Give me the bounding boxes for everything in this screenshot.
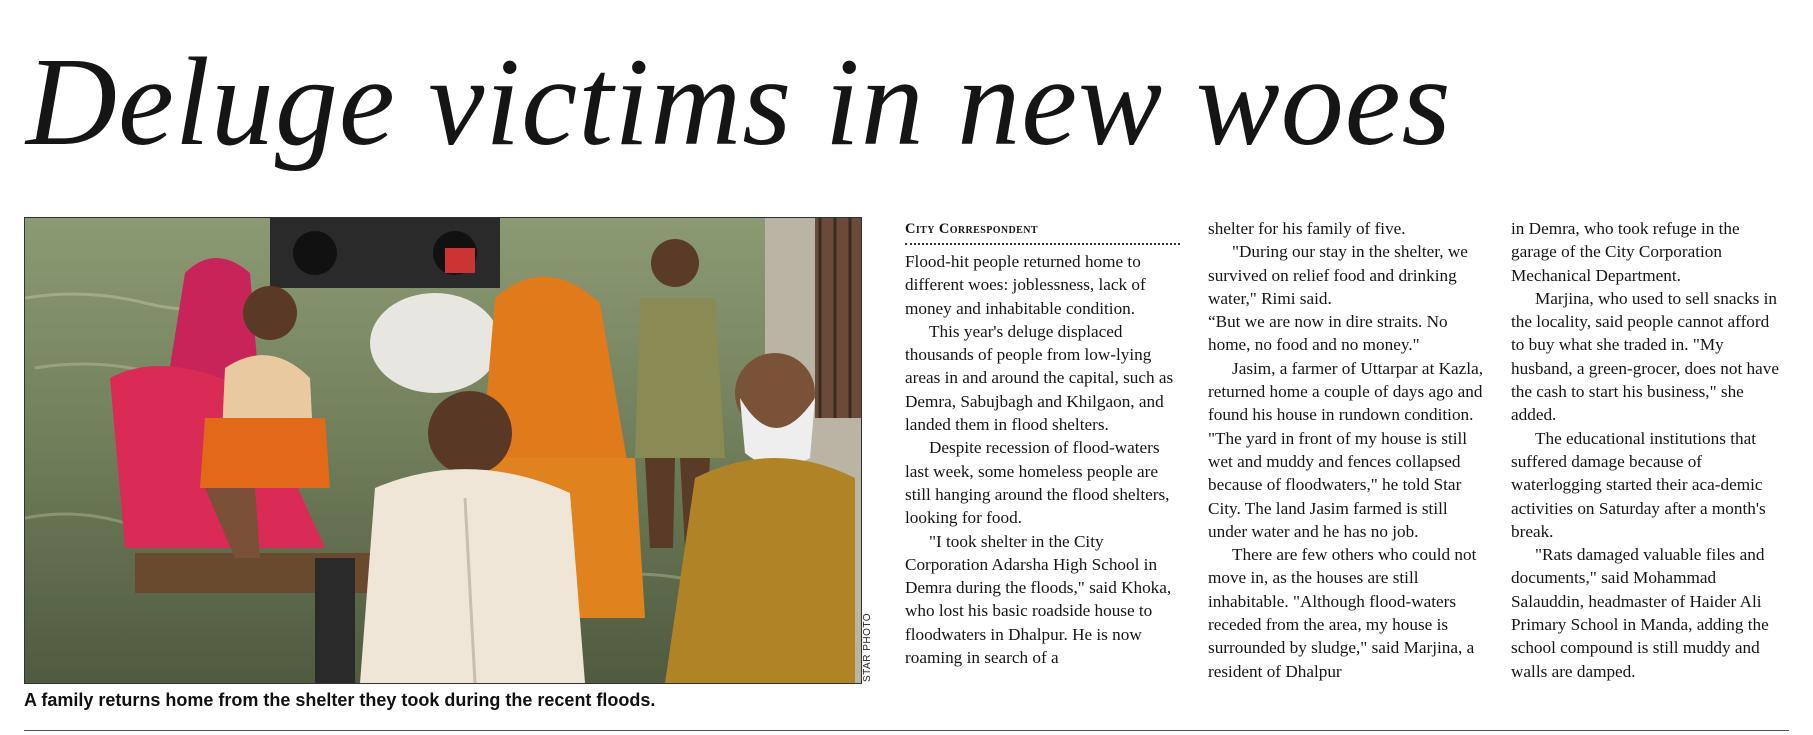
article-paragraph: Marjina, who used to sell snacks in the locality, said people cannot afford to buy what she traded in. "My husband, a green-grocer, does not have the cash to start his business," she added. [1511,288,1780,425]
article-paragraph: This year's deluge displaced thousands of people from low-lying areas in and around the capital, such as Demra, Sabujbagh and Khilgaon, and landed them in flood shelters. [905,321,1174,435]
article-paragraph: Flood-hit people returned home to different woes: joblessness, lack of money and inhabitable condition. [905,252,1146,318]
photo-credit: STAR PHOTO [862,612,873,682]
article-paragraph: “But we are now in dire straits. No home, no food and no money." [1208,312,1448,355]
article-paragraph: "During our stay in the shelter, we survived on relief food and drinking water," Rimi said. [1208,242,1468,308]
article-paragraph: Despite recession of flood-waters last week, some homeless people are still hanging around the flood shelters, looking for food. [905,438,1170,528]
article-column-1 [905,217,1180,669]
article-paragraph: "I took shelter in the City Corporation Adarsha High School in Demra during the floods," said Khoka, who lost his basic roadside house to floodwaters in Dhalpur. He is now roaming in search of a [905,531,1172,668]
headline: Deluge victims in new woes [26,33,1452,172]
article-paragraph: There are few others who could not move in, as the houses are still inhabitable. "Although flood-waters receded from the area, my house is surrounded by sludge," said Marjina, a resident of Dhalpur [1208,545,1477,681]
article-column-2 [1208,217,1483,683]
article-column-3 [1511,217,1786,683]
article-paragraph: in Demra, who took refuge in the garage of the City Corporation Mechanical Department. [1511,219,1740,285]
article-paragraph: The educational institutions that suffered damage because of waterlogging started their aca-demic activities on Saturday after a month's break. [1511,428,1766,541]
article-paragraph: Jasim, a farmer of Uttarpar at Kazla, returned home a couple of days ago and found his house in rundown condition. "The yard in front of my house is still wet and muddy and fences collapsed because of floodwaters," he told Star City. The land Jasim farmed is still under water and he has no job. [1208,358,1484,541]
article-paragraph: shelter for his family of five. [1208,219,1406,238]
news-photo [24,217,862,684]
bottom-rule [24,730,1789,731]
photo-caption: A family returns home from the shelter they took during the recent floods. [24,690,656,710]
article-paragraph: "Rats damaged valuable files and documents," said Mohammad Salauddin, headmaster of Haider Ali Primary School in Manda, adding the school compound is still muddy and walls are damped. [1511,545,1769,681]
byline: City Correspondent [905,221,1038,237]
byline-divider [905,243,1180,245]
